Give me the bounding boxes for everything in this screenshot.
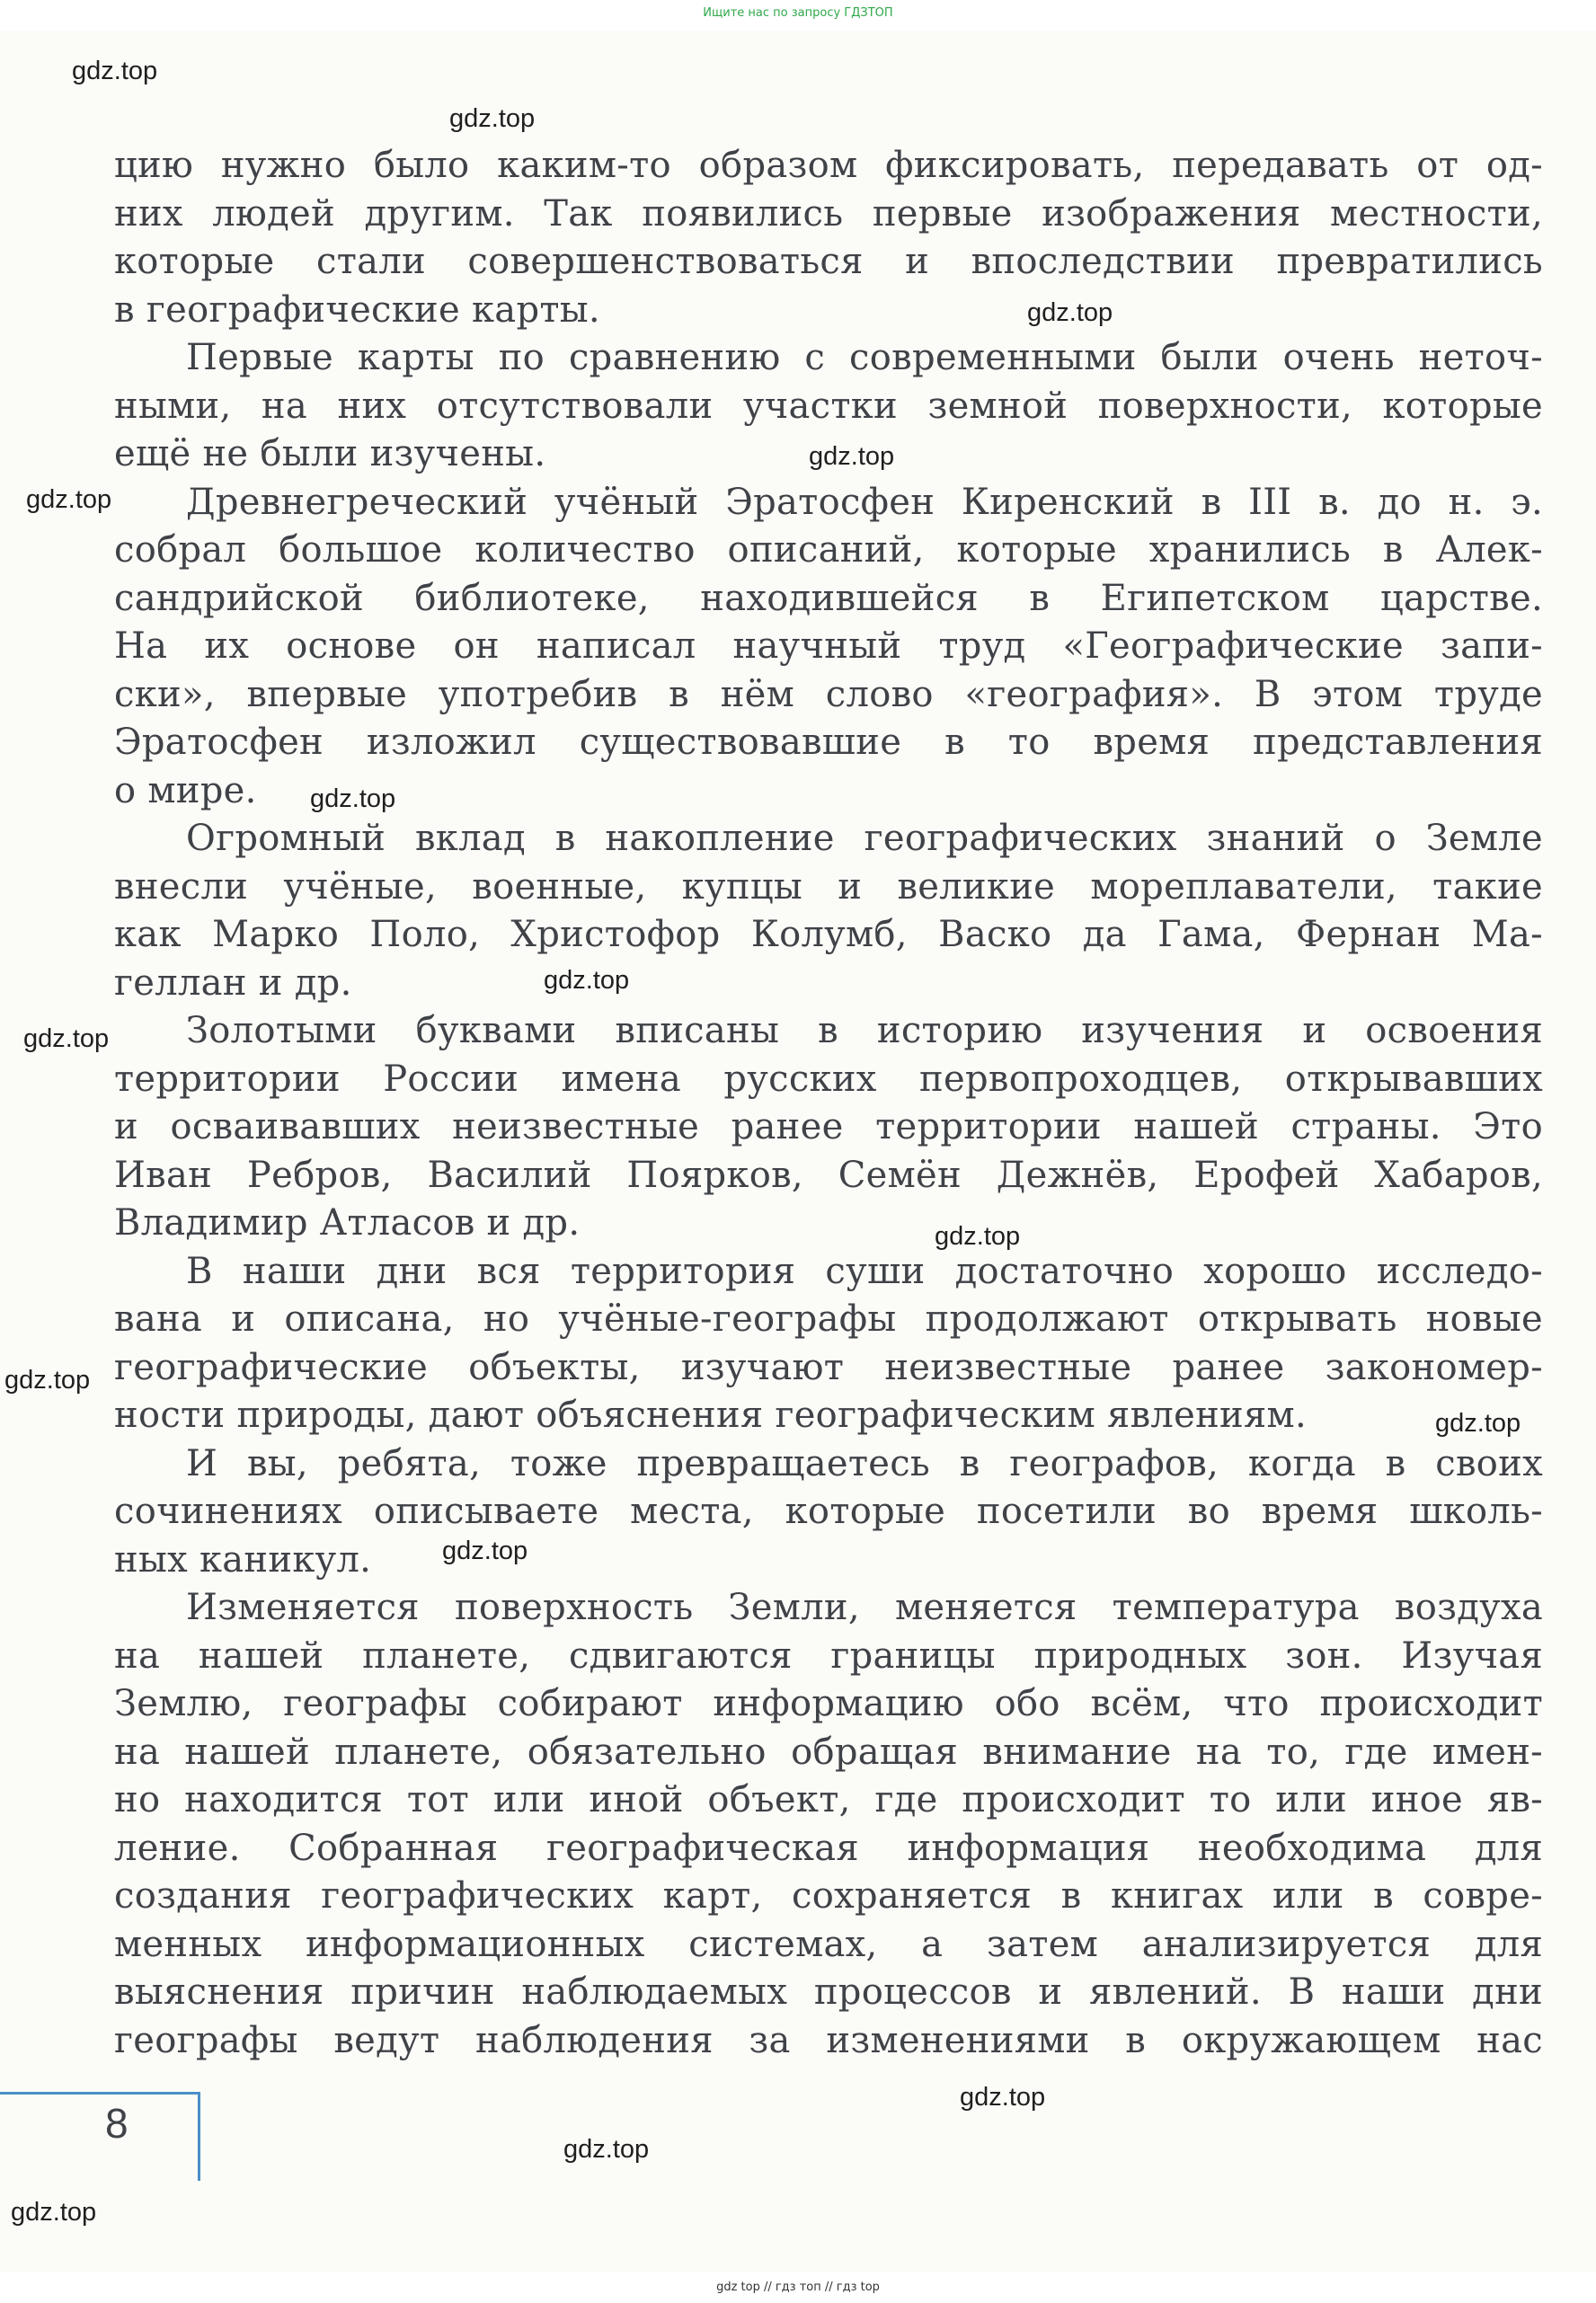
text-line: ление. Собранная географическая информация необходима для [114, 1827, 1543, 1869]
watermark: gdz.top [23, 1024, 110, 1053]
watermark: gdz.top [809, 442, 895, 471]
text-line: которые стали совершенствоваться и впоследствии превратились [114, 241, 1543, 282]
text-line: географы ведут наблюдения за изменениями в окружающем нас [114, 2019, 1543, 2061]
watermark: gdz.top [72, 57, 158, 85]
text-line: ности природы, дают объяснения географическим явлениям. [114, 1395, 1307, 1436]
text-line: Огромный вклад в накопление географических знаний о Земле [186, 818, 1543, 859]
text-line: географические объекты, изучают неизвестные ранее закономер- [114, 1346, 1543, 1388]
page-number-frame [0, 2092, 200, 2181]
text-line: На их основе он написал научный труд «Географические запи- [114, 625, 1543, 667]
text-line: геллан и др. [114, 961, 352, 1004]
watermark: gdz.top [11, 2198, 97, 2227]
text-line: внесли учёные, военные, купцы и великие мореплаватели, такие [114, 865, 1543, 908]
text-line: территории России имена русских первопроходцев, открывавших [114, 1058, 1543, 1100]
text-line: собрал большое количество описаний, которые хранились в Алек- [114, 529, 1543, 571]
text-line: ных каникул. [114, 1538, 372, 1581]
text-line: Эратосфен изложил существовавшие в то время представления [114, 722, 1543, 763]
watermark: gdz.top [544, 966, 630, 995]
text-line: выяснения причин наблюдаемых процессов и явлений. В наши дни [114, 1971, 1543, 2013]
watermark: gdz.top [26, 485, 112, 514]
text-line: ными, на них отсутствовали участки земной поверхности, которые [114, 385, 1543, 427]
text-line: как Марко Поло, Христофор Колумб, Васко да Гама, Фернан Ма- [114, 914, 1543, 955]
text-line: И вы, ребята, тоже превращаетесь в географов, когда в своих [186, 1442, 1543, 1484]
text-line: Иван Ребров, Василий Поярков, Семён Дежнёв, Ерофей Хабаров, [114, 1154, 1543, 1196]
text-line: Первые карты по сравнению с современными были очень неточ- [186, 337, 1543, 378]
text-line: Владимир Атласов и др. [114, 1202, 581, 1244]
text-line: вана и описана, но учёные-географы продолжают открывать новые [114, 1298, 1543, 1340]
text-line: сочинениях описываете места, которые посетили во время школь- [114, 1491, 1543, 1532]
page-number: 8 [105, 2100, 129, 2147]
text-line: цию нужно было каким-то образом фиксировать, передавать от од- [114, 145, 1543, 186]
text-line: них людей другим. Так появились первые изображения местности, [114, 192, 1543, 235]
watermark: gdz.top [563, 2135, 650, 2164]
watermark: gdz.top [449, 104, 536, 133]
text-line: Золотыми буквами вписаны в историю изучения и освоения [186, 1010, 1543, 1051]
watermark: gdz.top [960, 2083, 1046, 2112]
text-line: создания географических карт, сохраняется в книгах или в совре- [114, 1875, 1543, 1917]
text-line: на нашей планете, сдвигаются границы природных зон. Изучая [114, 1634, 1543, 1677]
watermark: gdz.top [935, 1222, 1021, 1251]
text-line: Землю, географы собирают информацию обо всём, что происходит [114, 1683, 1543, 1724]
text-line: В наши дни вся территория суши достаточно хорошо исследо- [186, 1250, 1543, 1292]
page-text [114, 142, 1543, 2065]
text-line: ски», впервые употребив в нём слово «география». В этом труде [114, 673, 1543, 715]
text-line: о мире. [114, 769, 257, 811]
top-banner: Ищите нас по запросу ГДЗТОП [0, 0, 1596, 31]
text-line: сандрийской библиотеке, находившейся в Египетском царстве. [114, 577, 1543, 619]
watermark: gdz.top [1027, 298, 1113, 327]
text-line: но находится тот или иной объект, где происходит то или иное яв- [114, 1779, 1543, 1820]
bottom-banner: gdz top // гдз топ // гдз top [0, 2272, 1596, 2303]
text-line: ещё не были изучены. [114, 433, 546, 474]
watermark: gdz.top [442, 1537, 528, 1565]
text-line: менных информационных системах, а затем анализируется для [114, 1923, 1543, 1965]
text-line: Древнегреческий учёный Эратосфен Киренский в III в. до н. э. [186, 481, 1543, 523]
text-line: Изменяется поверхность Земли, меняется температура воздуха [186, 1587, 1543, 1628]
text-line: и осваивавших неизвестные ранее территории нашей страны. Это [114, 1106, 1543, 1147]
text-line: в географические карты. [114, 288, 600, 331]
watermark: gdz.top [310, 784, 396, 813]
text-line: на нашей планете, обязательно обращая внимание на то, где имен- [114, 1731, 1543, 1773]
watermark: gdz.top [4, 1366, 91, 1395]
watermark: gdz.top [1435, 1409, 1521, 1438]
